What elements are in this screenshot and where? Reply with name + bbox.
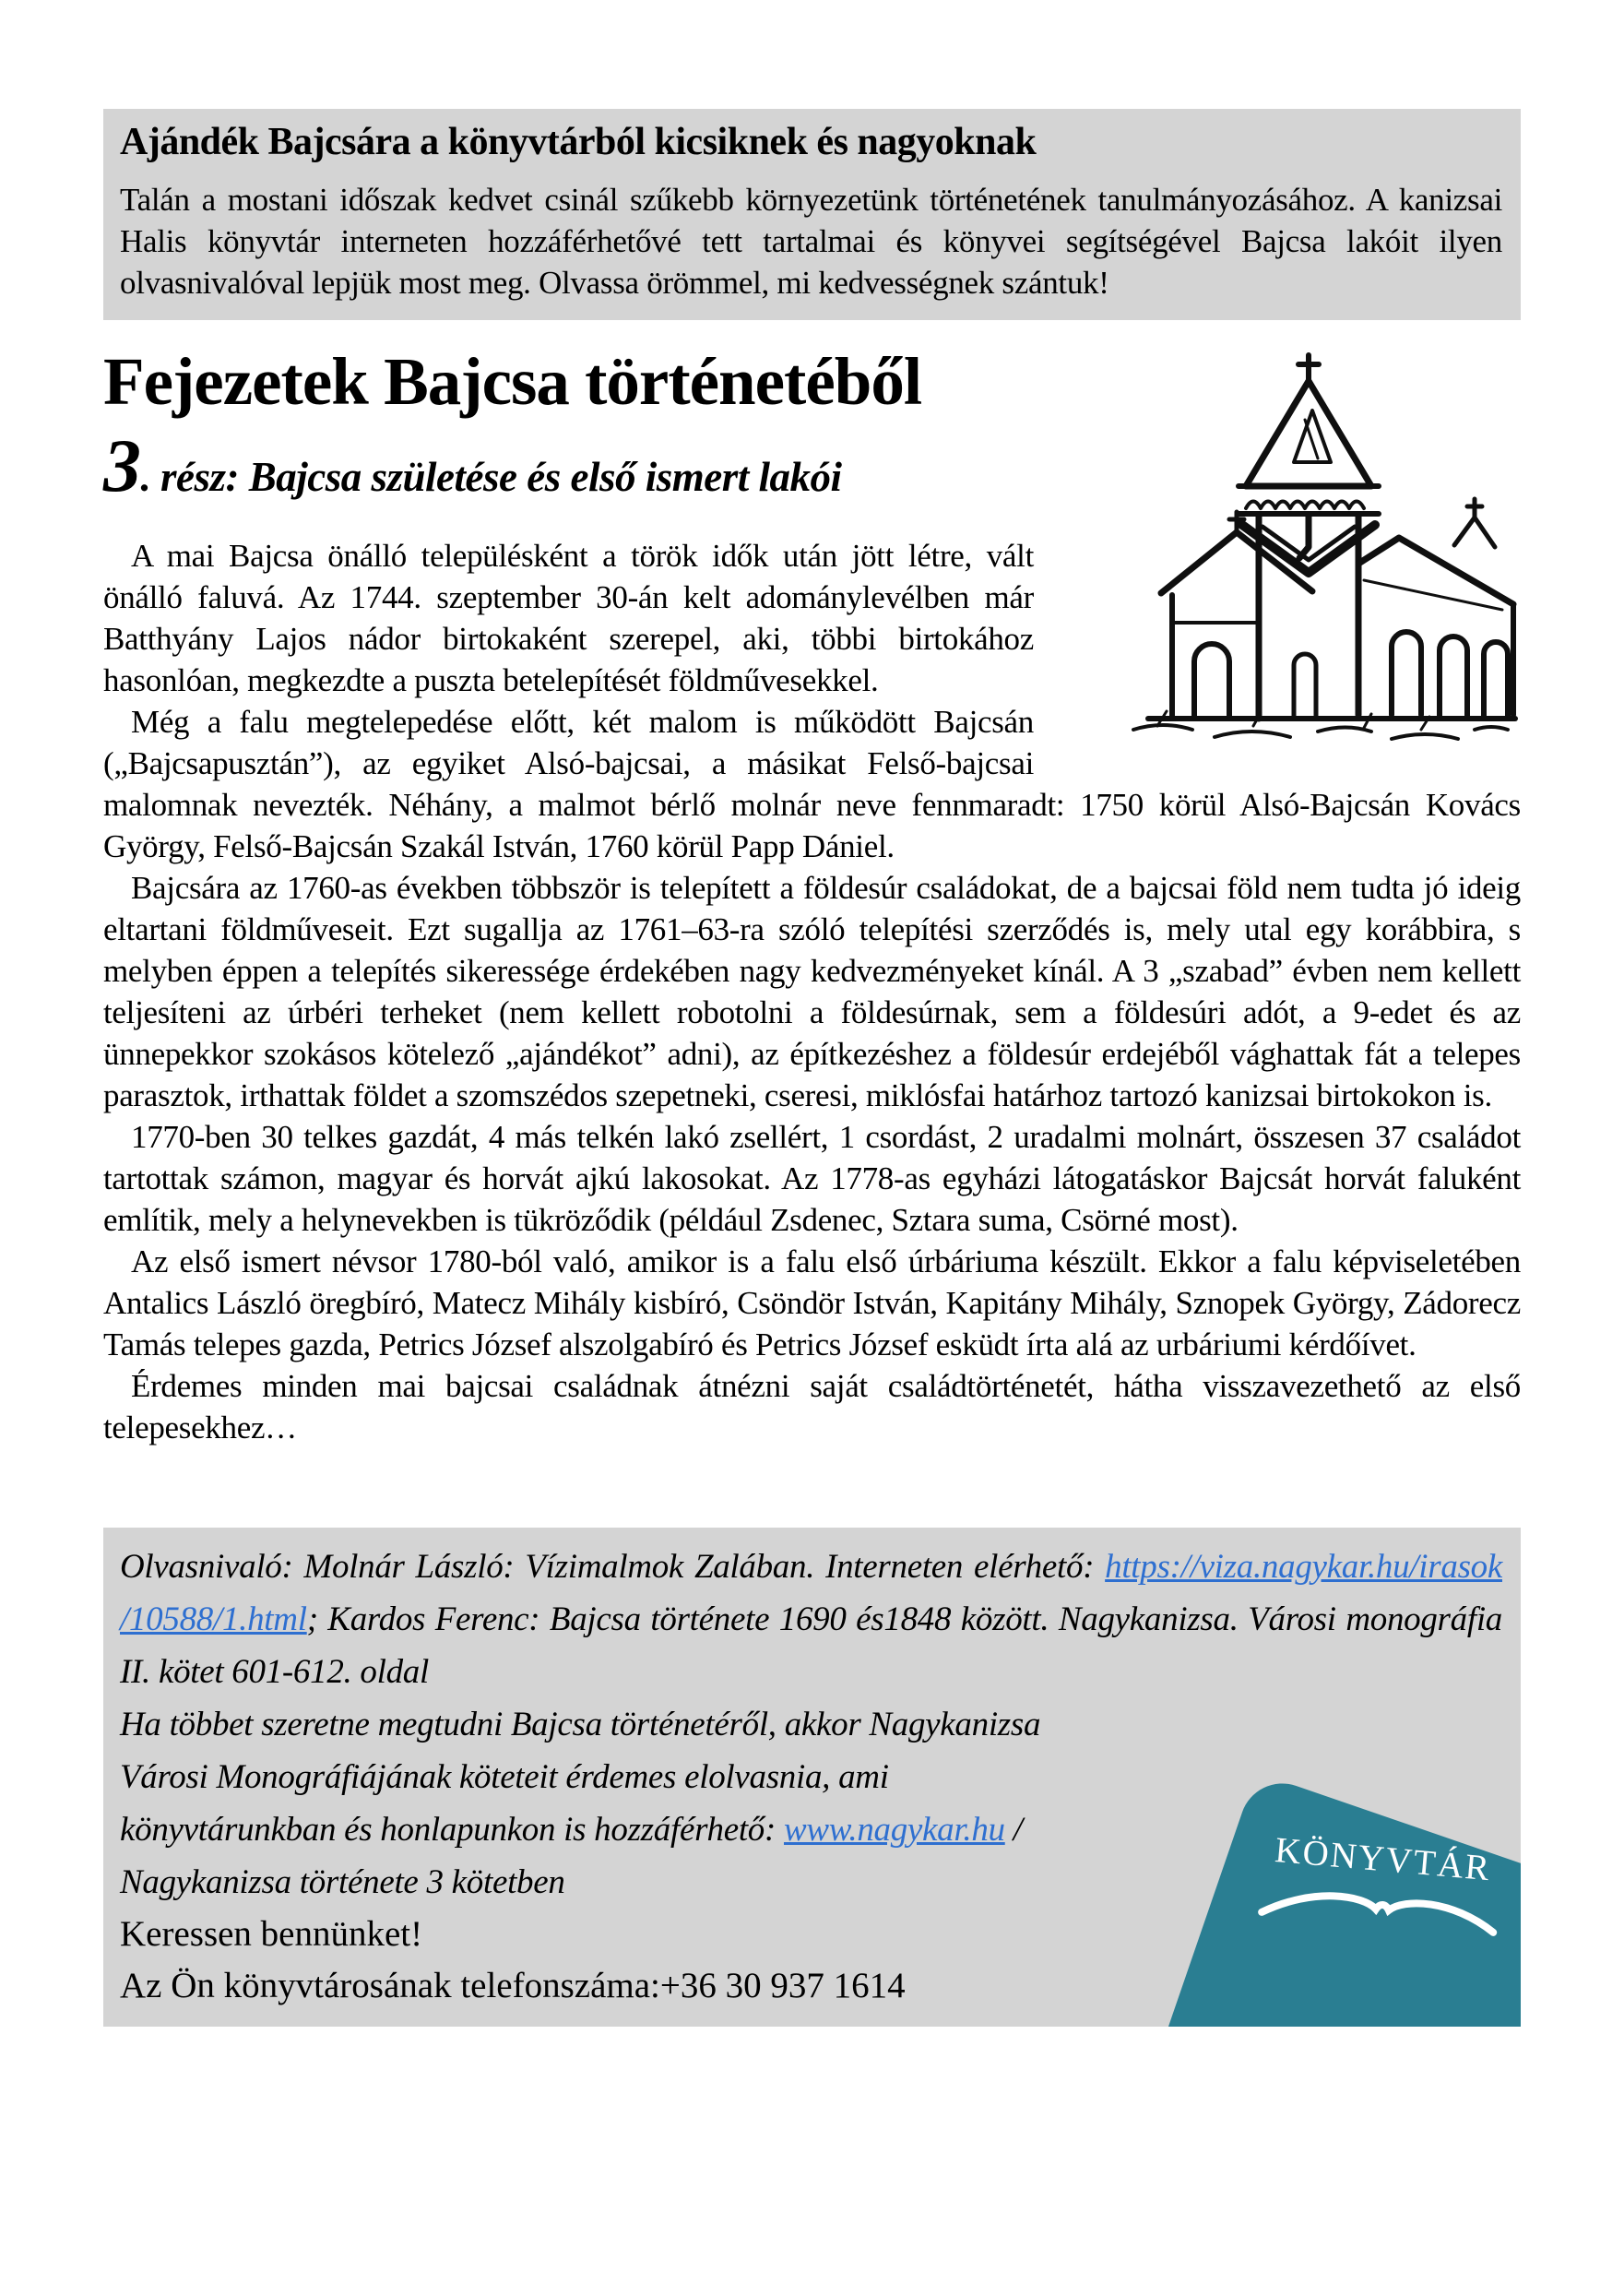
reading-text: Olvasnivaló: Molnár László: Vízimalmok Zalában. Interneten elérhető: bbox=[120, 1548, 1106, 1587]
article-paragraph: Az első ismert névsor 1780-ból való, amikor is a falu első úrbáriuma készült. Ekkor a falu képviseletében Antalics László öregbíró, Matecz Mihály kisbíró, Csöndör István, Kapitány Mihály, Sznopek György, Zádorecz Tamás telepes gazda, Petrics József alszolgabíró és Petrics József esküdt írta alá az urbáriumi kérdőívet. bbox=[103, 1243, 1521, 1363]
link-viza-nagykar[interactable]: https://viza.nagykar.hu/irasok /10588/1.html bbox=[120, 1548, 1502, 1639]
article-title: Fejezetek Bajcsa történetéből bbox=[103, 344, 922, 419]
article-paragraph: Bajcsára az 1760-as években többször is telepített a földesúr családokat, de a bajcsai föld nem tudta jó ideig eltartani földműveseit. Ezt sugallja az 1761–63-ra szóló telepítési szerződés is, mely utal egy korábbira, s melyben éppen a telepítés sikeressége érdekében nagy kedvezményeket kínál. A 3 „szabad” évben nem kellett teljesíteni az úrbéri terheket (nem kellett robotolni a földesúrnak, sem a földesúri adót, a 9-edet és az ünnepekkor szokásos kötelező „ajándékot” adni), az építkezéshez a földesúr erdejéből vághattak fát a telepes parasztok, irthattak földet a szomszédos szepetneki, cseresi, miklósfai határhoz tartozó kanizsai birtokokon is. bbox=[103, 870, 1521, 1114]
article-paragraph: Még a falu megtelepedése előtt, két malom is működött Bajcsán („Bajcsapusztán”), az egyiket Alsó-bajcsai, a másikat Felső-bajcsai malomnak nevezték. Néhány, a malmot bérlő molnár neve fennmaradt: 1750 körül Alsó-Bajcsán Kovács György, Felső-Bajcsán Szakál István, 1760 körül Papp Dániel. bbox=[103, 704, 1521, 865]
monograph-text: Ha többet szeretne megtudni Bajcsa történetéről, akkor Nagykanizsa Városi Monográfiájának köteteit érdemes elolvasnia, ami könyvtárunkban és honlapunkon is hozzáférhető: bbox=[120, 1706, 1041, 1850]
logo-wordmark: KÖNYVTÁR bbox=[1273, 1830, 1493, 1889]
article-paragraph: 1770-ben 30 telkes gazdát, 4 más telkén lakó zsellért, 1 csordást, 2 uradalmi molnárt, összesen 37 családot tartottak számon, magyar és horvát ajkú lakosokat. Az 1778-as egyházi látogatáskor Bajcsát horvát faluként említik, mely a helynevekben is tükröződik (például Zsdenec, Sztara suma, Csörné most). bbox=[103, 1119, 1521, 1239]
subtitle-text: . rész: Bajcsa születése és első ismert lakói bbox=[140, 454, 842, 501]
reading-references bbox=[120, 1541, 1502, 1698]
church-illustration bbox=[1060, 350, 1521, 746]
church-line-drawing-svg bbox=[1087, 350, 1521, 741]
monograph-text: / Nagykanizsa története 3 kötetben bbox=[120, 1811, 1023, 1902]
article bbox=[103, 346, 1521, 1448]
teaser-text: Talán a mostani időszak kedvet csinál szűkebb környezetünk történetének tanulmányozásához. A kanizsai Halis könyvtár interneten hozzáférhetővé tett tartalmai és könyvei segítségével Bajcsa lakóit ilyen olvasnivalóval lepjük most meg. Olvassa örömmel, mi kedvességnek szántuk! bbox=[120, 182, 1502, 301]
reading-text: ; Kardos Ferenc: Bajcsa története 1690 és1848 között. Nagykanizsa. Városi monográfia II. kötet 601-612. oldal bbox=[120, 1600, 1502, 1692]
link-nagykar-hu[interactable]: www.nagykar.hu bbox=[783, 1811, 1005, 1850]
header-teaser-box bbox=[103, 109, 1521, 320]
teaser-title: Ajándék Bajcsára a könyvtárból kicsiknek és nagyoknak bbox=[120, 121, 1037, 163]
library-logo bbox=[1108, 1761, 1521, 2027]
subtitle-part-number: 3 bbox=[103, 423, 141, 508]
further-reading-box bbox=[103, 1528, 1521, 2027]
contact-cta: Keressen bennünket! bbox=[120, 1914, 423, 1955]
article-paragraph: Érdemes minden mai bajcsai családnak átnézni saját családtörténetét, hátha visszavezethető az első telepesekhez… bbox=[103, 1368, 1521, 1446]
phone-line: Az Ön könyvtárosának telefonszáma:+36 30 937 1614 bbox=[120, 1966, 906, 2006]
article-paragraph: A mai Bajcsa önálló településként a török idők után jött létre, vált önálló faluvá. Az 1744. szeptember 30-án kelt adománylevélben már Batthyány Lajos nádor birtokaként szerepel, aki, többi birtokához hasonlóan, megkezdte a puszta betelepítését földművesekkel. bbox=[103, 538, 1034, 699]
